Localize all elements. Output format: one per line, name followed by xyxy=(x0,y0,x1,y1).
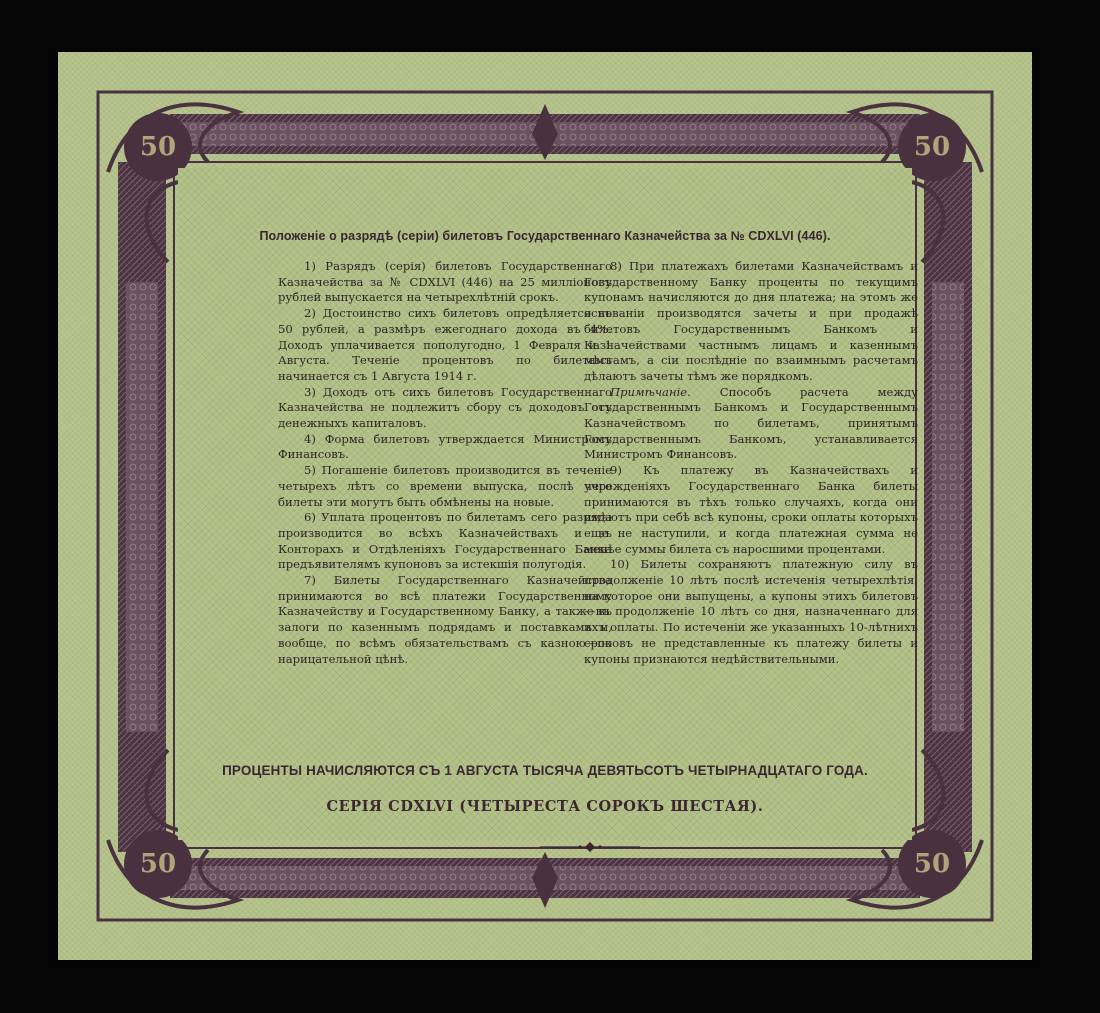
note-label: Примѣчаніе. xyxy=(610,384,691,399)
clause-10: 10) Билеты сохраняютъ платежную силу въ продолженіе 10 лѣтъ послѣ истеченія четырехлѣтія, на которое они выпущены, а купоны этихъ билетовъ—въ продолженіе 10 лѣтъ со дня, назначеннаго для ихъ оплаты. По истеченіи же указанныхъ 10-лѣтнихъ сроковъ не представленные къ платежу билеты и купоны признаются недѣйствительными. xyxy=(584,557,918,666)
right-column xyxy=(584,259,918,667)
divider-ornament xyxy=(540,840,640,854)
clause-4: 4) Форма билетовъ утверждается Министромъ Финансовъ. xyxy=(278,431,612,462)
series-statement: СЕРІЯ CDXLVI (ЧЕТЫРЕСТА СОРОКЪ ШЕСТАЯ). xyxy=(326,798,764,815)
clause-3: 3) Доходъ отъ сихъ билетовъ Государственнаго Казначейства не подлежитъ сбору съ доходовъ отъ денежныхъ капиталовъ. xyxy=(278,384,612,431)
clause-1: 1) Разрядъ (серія) билетовъ Государственнаго Казначейства за № CDXLVI (446) на 25 милліоновъ рублей выпускается на четырехлѣтній срокъ. xyxy=(278,259,612,305)
text-panel xyxy=(178,168,919,840)
denomination-top-right: 50 xyxy=(913,132,951,162)
clause-note xyxy=(584,385,918,464)
clause-6: 6) Уплата процентовъ по билетамъ сего разряда производится во всѣхъ Казначействахъ и въ Конторахъ и Отдѣленіяхъ Государственнаго Банка предъявителямъ купоновъ за истекшія полугодія. xyxy=(278,510,612,572)
clause-9: 9) Къ платежу въ Казначействахъ и учрежденіяхъ Государственнаго Банка билеты принимаются въ тѣхъ только случаяхъ, когда они имѣютъ при себѣ всѣ купоны, сроки оплаты которыхъ еще не наступили, и когда платежная сумма не менѣе суммы билета съ наросшими процентами. xyxy=(584,463,918,556)
interest-statement: ПРОЦЕНТЫ НАЧИСЛЯЮТСЯ СЪ 1 АВГУСТА ТЫСЯЧА ДЕВЯТЬСОТЪ ЧЕТЫРНАДЦАТАГО ГОДА. xyxy=(222,763,868,778)
denomination-bottom-left: 50 xyxy=(139,849,177,879)
regulation-title: Положеніе о разрядѣ (серіи) билетовъ Государственнаго Казначейства за № CDXLVI (446). xyxy=(259,229,831,243)
note-text: Способъ расчета между Государственнымъ Банкомъ и Государственнымъ Казначействомъ по билетамъ, принятымъ Государственнымъ Банкомъ, устанавливается Министромъ Финансовъ. xyxy=(584,384,919,462)
clause-2: 2) Достоинство сихъ билетовъ опредѣляется въ 50 рублей, а размѣръ ежегоднаго дохода въ 4%. Доходъ уплачивается пополугодно, 1 Февраля и 1 Августа. Теченіе процентовъ по билетамъ начинается съ 1 Августа 1914 г. xyxy=(278,306,612,383)
clause-8: 8) При платежахъ билетами Казначействамъ и Государственному Банку проценты по текущимъ купонамъ начисляются до дня платежа; на этомъ же основаніи производятся зачеты и при продажѣ билетовъ Государственнымъ Банкомъ и Казначействами частнымъ лицамъ и казеннымъ мѣстамъ, а сіи послѣдніе по взаимнымъ расчетамъ дѣлаютъ зачеты тѣмъ же порядкомъ. xyxy=(584,259,918,383)
denomination-top-left: 50 xyxy=(139,132,177,162)
treasury-note xyxy=(58,52,1032,960)
clause-5: 5) Погашеніе билетовъ производится въ теченіе четырехъ лѣтъ со времени выпуска, послѣ чего билеты эти могутъ быть обмѣнены на новые. xyxy=(278,463,612,509)
denomination-bottom-right: 50 xyxy=(913,849,951,879)
clause-7: 7) Билеты Государственнаго Казначейства принимаются во всѣ платежи Государственному Казначейству и Государственному Банку, а также въ залоги по казеннымъ подрядамъ и поставкамъ и, вообще, по всѣмъ обязательствамъ съ казною—по нарицательной цѣнѣ. xyxy=(278,573,612,666)
left-column xyxy=(278,259,612,667)
